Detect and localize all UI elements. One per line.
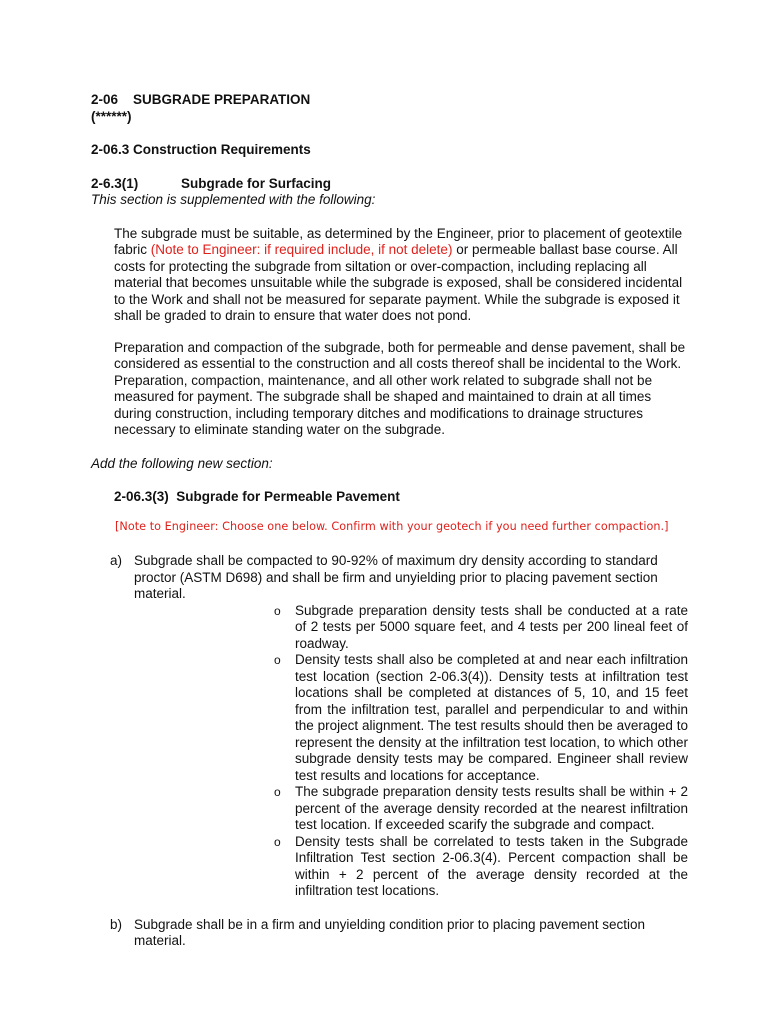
bullet-item xyxy=(274,602,688,653)
bullet-text: Density tests shall be correlated to tests taken in the Subgrade Infiltration Test section 2-06.3(4). Percent compaction shall be within + 2 percent of the average density recorded at the infiltration test locations. xyxy=(295,833,688,898)
subgrade-surfacing-number: 2-6.3(1) xyxy=(91,175,139,191)
bullet-circle-icon: o xyxy=(274,603,281,618)
bullet-circle-icon: o xyxy=(274,834,281,849)
permeable-pavement-title: Subgrade for Permeable Pavement xyxy=(176,489,400,504)
permeable-pavement-heading xyxy=(114,489,688,506)
section-heading xyxy=(91,92,688,109)
subsection-heading: 2-06.3 Construction Requirements xyxy=(91,142,311,157)
section-number: 2-06 xyxy=(91,92,119,107)
engineer-note-inline: (Note to Engineer: if required include, if not delete) xyxy=(150,242,453,257)
bullet-text: Subgrade preparation density tests shall be conducted at a rate of 2 tests per 5000 square feet, and 4 tests per 200 lineal feet of roadway. xyxy=(295,602,688,651)
bullet-item xyxy=(274,652,688,784)
surfacing-paragraph-1-part-b: or permeable ballast base course. All costs for protecting the subgrade from siltation or over-compaction, including replacing all material that becomes unsuitable while the subgrade is exposed, shall be considered incidental to the Work and shall not be measured for separate payment. While the subgrade is exposed it shall be graded to drain to ensure that water does not pond. xyxy=(114,242,683,323)
subgrade-surfacing-title: Subgrade for Surfacing xyxy=(181,175,332,191)
bullet-item xyxy=(274,833,688,900)
surfacing-paragraph-2: Preparation and compaction of the subgrade, both for permeable and dense pavement, shall be considered as essential to the construction and all costs thereof shall be incidental to the Work. Preparation, compaction, maintenance, and all other work related to subgrade shall not be measured for payment. The subgrade shall be shaped and maintained to drain at all times during construction, including temporary ditches and modifications to drainage structures necessary to eliminate standing water on the subgrade. xyxy=(114,339,686,437)
bullet-text: Density tests shall also be completed at and near each infiltration test location (section 2-06.3(4)). Density tests at infiltration test locations shall be completed at distances of 5, 10, and 15 feet from the infiltration test, parallel and perpendicular to and within the project alignment. The test results should then be averaged to represent the density at the infiltration test location, to which other subgrade density tests may be compared. Engineer shall review test results and locations for acceptance. xyxy=(295,652,688,783)
surfacing-paragraph-1-part-a: The subgrade must be suitable, as determined by the Engineer, prior to placement of geotextile fabric xyxy=(114,225,683,257)
list-item-a-text: Subgrade shall be compacted to 90-92% of maximum dry density according to standard proctor (ASTM D698) and shall be firm and unyielding prior to placing pavement section material. xyxy=(134,553,658,601)
section-title: SUBGRADE PREPARATION xyxy=(133,92,311,107)
bullet-circle-icon: o xyxy=(274,653,281,667)
bullet-circle-icon: o xyxy=(274,785,281,799)
permeable-pavement-number: 2-06.3(3) xyxy=(114,489,169,504)
list-item-a-letter: a) xyxy=(110,553,123,568)
list-item-b-text: Subgrade shall be in a firm and unyielding condition prior to placing pavement section material. xyxy=(134,916,646,948)
surfacing-paragraph-1 xyxy=(114,226,688,325)
section-stars: (******) xyxy=(91,108,132,124)
density-test-bullets xyxy=(274,602,688,900)
subgrade-surfacing-heading xyxy=(91,176,688,193)
list-item-a xyxy=(110,553,688,603)
bullet-text: The subgrade preparation density tests results shall be within + 2 percent of the average density recorded at the nearest infiltration test location. If exceeded scarify the subgrade and compact. xyxy=(295,784,688,832)
bullet-item xyxy=(274,784,688,834)
add-section-instruction: Add the following new section: xyxy=(91,455,273,471)
engineer-note-bracketed: [Note to Engineer: Choose one below. Confirm with your geotech if you need further compaction.] xyxy=(115,519,669,533)
list-item-b xyxy=(110,916,688,950)
supplement-intro: This section is supplemented with the following: xyxy=(91,192,376,207)
list-item-b-letter: b) xyxy=(110,916,123,932)
